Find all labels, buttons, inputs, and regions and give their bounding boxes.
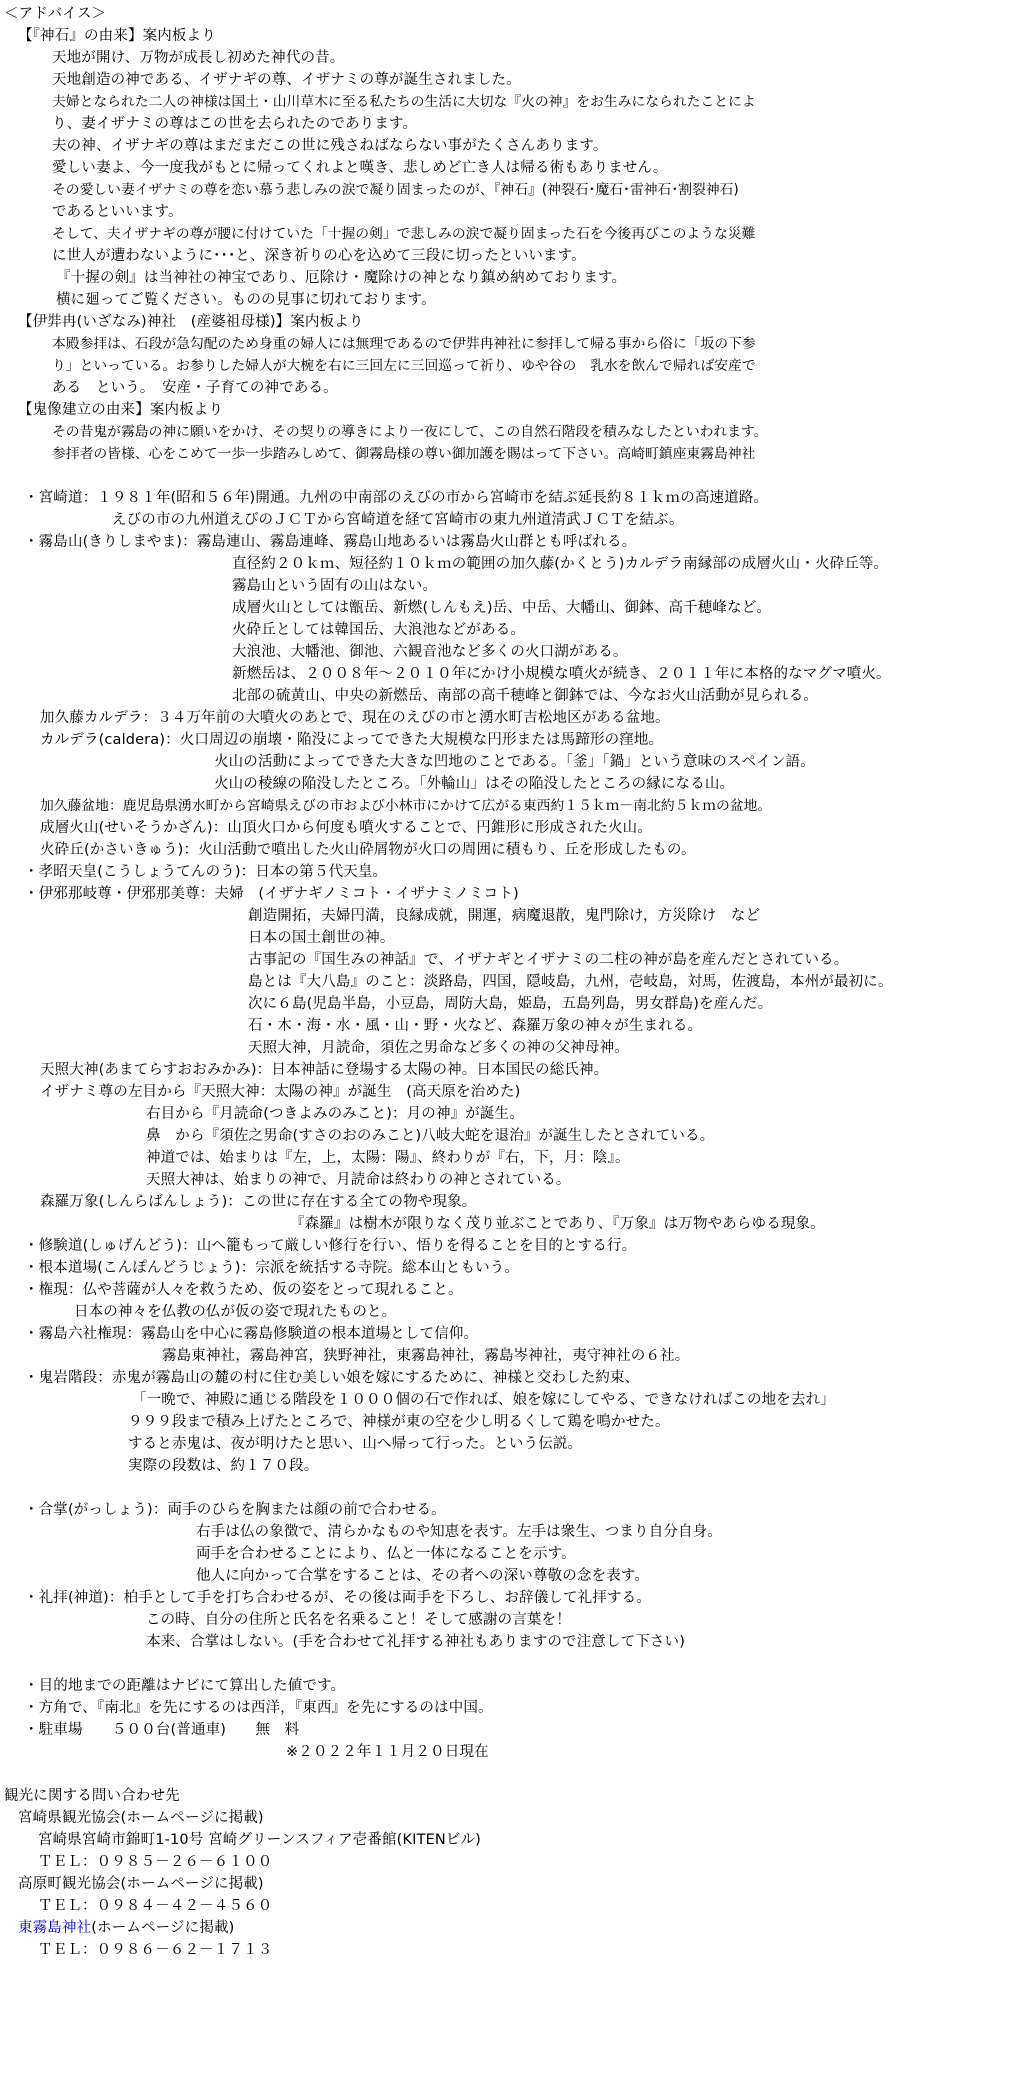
text-line: 霧島山という固有の山はない。 [232, 578, 438, 594]
text-line: 火砕丘としては韓国岳、大浪池などがある。 [232, 622, 525, 638]
text-line: 成層火山としては甑岳、新燃(しんもえ)岳、中岳、大幡山、御鉢、高千穂峰など。 [232, 600, 772, 616]
text-line: 天照大神，月読命，須佐之男命など多くの神の父神母神。 [248, 1040, 629, 1056]
text-line: 『十握の剣』は当神社の神宝であり、厄除け・魔除けの神となり鎮め納めております。 [56, 270, 627, 286]
text-line: 加久藤カルデラ：３４万年前の大噴火のあとで、現在のえびの市と湧水町吉松地区がある盆地。 [40, 710, 670, 726]
text-line: であるといいます。 [52, 204, 183, 220]
text-line: 本来、合掌はしない。(手を合わせて礼拝する神社もありますので注意して下さい) [146, 1634, 686, 1650]
text-line: ＴＥＬ：０９８４－４２－４５６０ [38, 1898, 273, 1914]
text-line: り」といっている。お参りした婦人が大椀を右に三回左に三回巡って祈り、ゆや谷の 乳水を飲んで帰れば安産で [52, 358, 756, 374]
text-line: 日本の国土創世の神。 [248, 930, 395, 946]
text-line: 参拝者の皆様、心をこめて一歩一歩踏みしめて、御霧島様の尊い御加護を賜はって下さい。高崎町鎮座東霧島神社 [52, 446, 756, 462]
text-line: 創造開拓，夫婦円満，良縁成就，開運，病魔退散，鬼門除け，方災除け など [248, 908, 761, 924]
text-line: 他人に向かって合掌をすることは、その者への深い尊敬の念を表す。 [196, 1568, 649, 1584]
text-line: ＴＥＬ：０９８６－６２－１７１３ [38, 1942, 273, 1958]
text-line: 実際の段数は、約１７０段。 [128, 1458, 319, 1474]
text-line: ・目的地までの距離はナビにて算出した値です。 [24, 1678, 346, 1694]
text-line: イザナミ尊の左目から『天照大神：太陽の神』が誕生 (高天原を治めた) [40, 1084, 521, 1100]
text-line: すると赤鬼は、夜が明けたと思い、山へ帰って行った。という伝説。 [128, 1436, 583, 1452]
text-line: ・根本道場(こんぽんどうじょう)：宗派を統括する寺院。総本山ともいう。 [24, 1260, 520, 1276]
text-line: 右手は仏の象徴で、清らかなものや知恵を表す。左手は衆生、つまり自分自身。 [196, 1524, 722, 1540]
text-line: カルデラ(caldera)：火口周辺の崩壊・陥没によってできた大規模な円形または馬蹄形の窪地。 [40, 732, 664, 748]
text-line: その昔鬼が霧島の神に願いをかけ、その契りの導きにより一夜にして、この自然石階段を積みなしたといわれます。 [52, 424, 768, 440]
text-line: ・鬼岩階段：赤鬼が霧島山の麓の村に住む美しい娘を嫁にするために、神様と交わした約束、 [24, 1370, 640, 1386]
text-line: 高原町観光協会(ホームページに掲載) [18, 1876, 264, 1892]
text-line [18, 1917, 234, 1939]
text-line: この時、自分の住所と氏名を名乗ること！そして感謝の言葉を！ [146, 1612, 571, 1628]
text-line: に世人が遭わないように･･･と、深き祈りの心を込めて三段に切ったといいます。 [52, 248, 586, 264]
text-line: 宮崎県観光協会(ホームページに掲載) [18, 1810, 264, 1826]
text-line: 神道では、始まりは『左，上，太陽：陽』、終わりが『右，下，月：陰』。 [146, 1150, 630, 1166]
text-line: 火砕丘(かさいきゅう)：火山活動で噴出した火山砕屑物が火口の周囲に積もり、丘を形成したもの。 [40, 842, 696, 858]
text-line: そして、夫イザナギの尊が腰に付けていた「十握の剣」で悲しみの涙で凝り固まった石を今後再びこのような災難 [52, 226, 756, 242]
link-suffix: (ホームページに掲載) [91, 1920, 235, 1936]
text-line: ・修験道(しゅげんどう)：山へ籠もって厳しい修行を行い、悟りを得ることを目的とする行。 [24, 1238, 637, 1254]
text-line: 鼻 から『須佐之男命(すさのおのみこと)八岐大蛇を退治』が誕生したとされている。 [146, 1128, 715, 1144]
text-line: 『森羅』は樹木が限りなく茂り並ぶことであり、『万象』は万物やあらゆる現象。 [290, 1216, 825, 1232]
text-line: 本殿参拝は、石段が急勾配のため身重の婦人には無理であるので伊弉冉神社に参拝して帰る事から俗に「坂の下参 [52, 336, 756, 352]
text-line: 両手を合わせることにより、仏と一体になることを示す。 [196, 1546, 576, 1562]
text-line: 【『神石』の由来】案内板より [18, 28, 216, 44]
text-line: 石・木・海・水・風・山・野・火など、森羅万象の神々が生まれる。 [248, 1018, 703, 1034]
text-line: 観光に関する問い合わせ先 [4, 1788, 180, 1804]
text-line: ・方角で、『南北』を先にするのは西洋，『東西』を先にするのは中国。 [24, 1700, 493, 1716]
text-line: 天照大神(あまてらすおおみかみ)：日本神話に登場する太陽の神。日本国民の総氏神。 [40, 1062, 609, 1078]
text-line: 島とは『大八島』のこと：淡路島，四国，隠岐島，九州，壱岐島，対馬，佐渡島，本州が最初に。 [248, 974, 893, 990]
text-line: ・霧島山(きりしまやま)：霧島連山、霧島連峰、霧島山地あるいは霧島火山群とも呼ばれる。 [24, 534, 637, 550]
text-line: ※２０２２年１１月２０日現在 [286, 1744, 489, 1760]
text-line: ＜アドバイス＞ [4, 6, 107, 22]
text-line: ９９９段まで積み上げたところで、神様が東の空を少し明るくして鶏を鳴かせた。 [128, 1414, 670, 1430]
text-line: 大浪池、大幡池、御池、六観音池など多くの火口湖がある。 [232, 644, 628, 660]
text-line: り、妻イザナミの尊はこの世を去られたのであります。 [52, 116, 418, 132]
text-line: 夫婦となられた二人の神様は国土・山川草木に至る私たちの生活に大切な『火の神』をお生みになられたことによ [52, 94, 756, 110]
text-line: 火山の活動によってできた大きな凹地のことである。「釜」「鍋」という意味のスペイン語。 [214, 754, 815, 770]
text-line: ・駐車場 ５００台(普通車) 無 料 [24, 1722, 300, 1738]
text-line: 夫の神、イザナギの尊はまだまだこの世に残さねばならない事がたくさんあります。 [52, 138, 608, 154]
text-line: ＴＥＬ：０９８５－２６－６１００ [38, 1854, 273, 1870]
text-line: ・合掌(がっしょう)：両手のひらを胸または顔の前で合わせる。 [24, 1502, 446, 1518]
text-line: ・礼拝(神道)：柏手として手を打ち合わせるが、その後は両手を下ろし、お辞儀して礼拝する。 [24, 1590, 651, 1606]
text-line: 新燃岳は、２００８年～２０１０年にかけ小規模な噴火が続き、２０１１年に本格的なマグマ噴火。 [232, 666, 891, 682]
text-line: 加久藤盆地：鹿児島県湧水町から宮崎県えびの市および小林市にかけて広がる東西約１５ｋｍ－南北約５ｋｍの盆地。 [40, 798, 772, 814]
text-line: 横に廻ってご覧ください。ものの見事に切れております。 [56, 292, 436, 308]
text-line: 直径約２０ｋｍ、短径約１０ｋｍの範囲の加久藤(かくとう)カルデラ南縁部の成層火山・火砕丘等。 [232, 556, 889, 572]
text-line: 日本の神々を仏教の仏が仮の姿で現れたものと。 [74, 1304, 397, 1320]
text-line: 「一晩で、神殿に通じる階段を１０００個の石で作れば、娘を嫁にしてやる、できなければこの地を去れ」 [132, 1392, 835, 1408]
text-line: 火山の稜線の陥没したところ。「外輪山」はその陥没したところの縁になる山。 [214, 776, 735, 792]
text-line: ・宮崎道：１９８１年(昭和５６年)開通。九州の中南部のえびの市から宮崎市を結ぶ延長約８１ｋｍの高速道路。 [24, 490, 769, 506]
text-line: その愛しい妻イザナミの尊を恋い慕う悲しみの涙で凝り固まったのが、『神石』(神裂石･魔石･雷神石･割裂神石) [52, 182, 739, 198]
text-line: 愛しい妻よ、今一度我がもとに帰ってくれよと嘆き、悲しめど亡き人は帰る術もありません。 [52, 160, 668, 176]
text-line: 【鬼像建立の由来】案内板より [18, 402, 224, 418]
text-line: 古事記の『国生みの神話』で、イザナギとイザナミの二柱の神が島を産んだとされている。 [248, 952, 849, 968]
text-line: ある という。 安産・子育ての神である。 [52, 380, 338, 396]
text-line: 森羅万象(しんらばんしょう)：この世に存在する全ての物や現象。 [40, 1194, 477, 1210]
text-line: 次に６島(児島半島，小豆島，周防大島，姫島，五島列島，男女群島)を産んだ。 [248, 996, 773, 1012]
text-line: 【伊弉冉(いざなみ)神社 (産婆祖母様)】案内板より [18, 314, 364, 330]
text-line: ・霧島六社権現：霧島山を中心に霧島修験道の根本道場として信仰。 [24, 1326, 479, 1342]
text-line: 成層火山(せいそうかざん)：山頂火口から何度も噴火することで、円錐形に形成された火山。 [40, 820, 652, 836]
text-line: えびの市の九州道えびのＪＣＴから宮崎道を経て宮崎市の東九州道清武ＪＣＴを結ぶ。 [112, 512, 684, 528]
text-line: 天地が開け、万物が成長し初めた神代の昔。 [52, 50, 345, 66]
text-line: 北部の硫黄山、中央の新燃岳、南部の高千穂峰と御鉢では、今なお火山活動が見られる。 [232, 688, 818, 704]
text-line: 右目から『月読命(つきよみのみこと)：月の神』が誕生。 [146, 1106, 524, 1122]
higashi-kirishima-shrine-link[interactable]: 東霧島神社 [18, 1920, 92, 1936]
text-line: ・権現：仏や菩薩が人々を救うため、仮の姿をとって現れること。 [24, 1282, 463, 1298]
text-line: ・孝昭天皇(こうしょうてんのう)：日本の第５代天皇。 [24, 864, 388, 880]
text-line: 天照大神は、始まりの神で、月読命は終わりの神とされている。 [146, 1172, 571, 1188]
text-line: 天地創造の神である、イザナギの尊、イザナミの尊が誕生されました。 [52, 72, 521, 88]
text-line: 霧島東神社，霧島神宮，狭野神社，東霧島神社，霧島岑神社，夷守神社の６社。 [162, 1348, 690, 1364]
text-line: ・伊邪那岐尊・伊邪那美尊：夫婦 (イザナギノミコト・イザナミノミコト) [24, 886, 519, 902]
text-line: 宮崎県宮崎市錦町1-10号 宮崎グリーンスフィア壱番館(KITENビル) [38, 1832, 481, 1848]
